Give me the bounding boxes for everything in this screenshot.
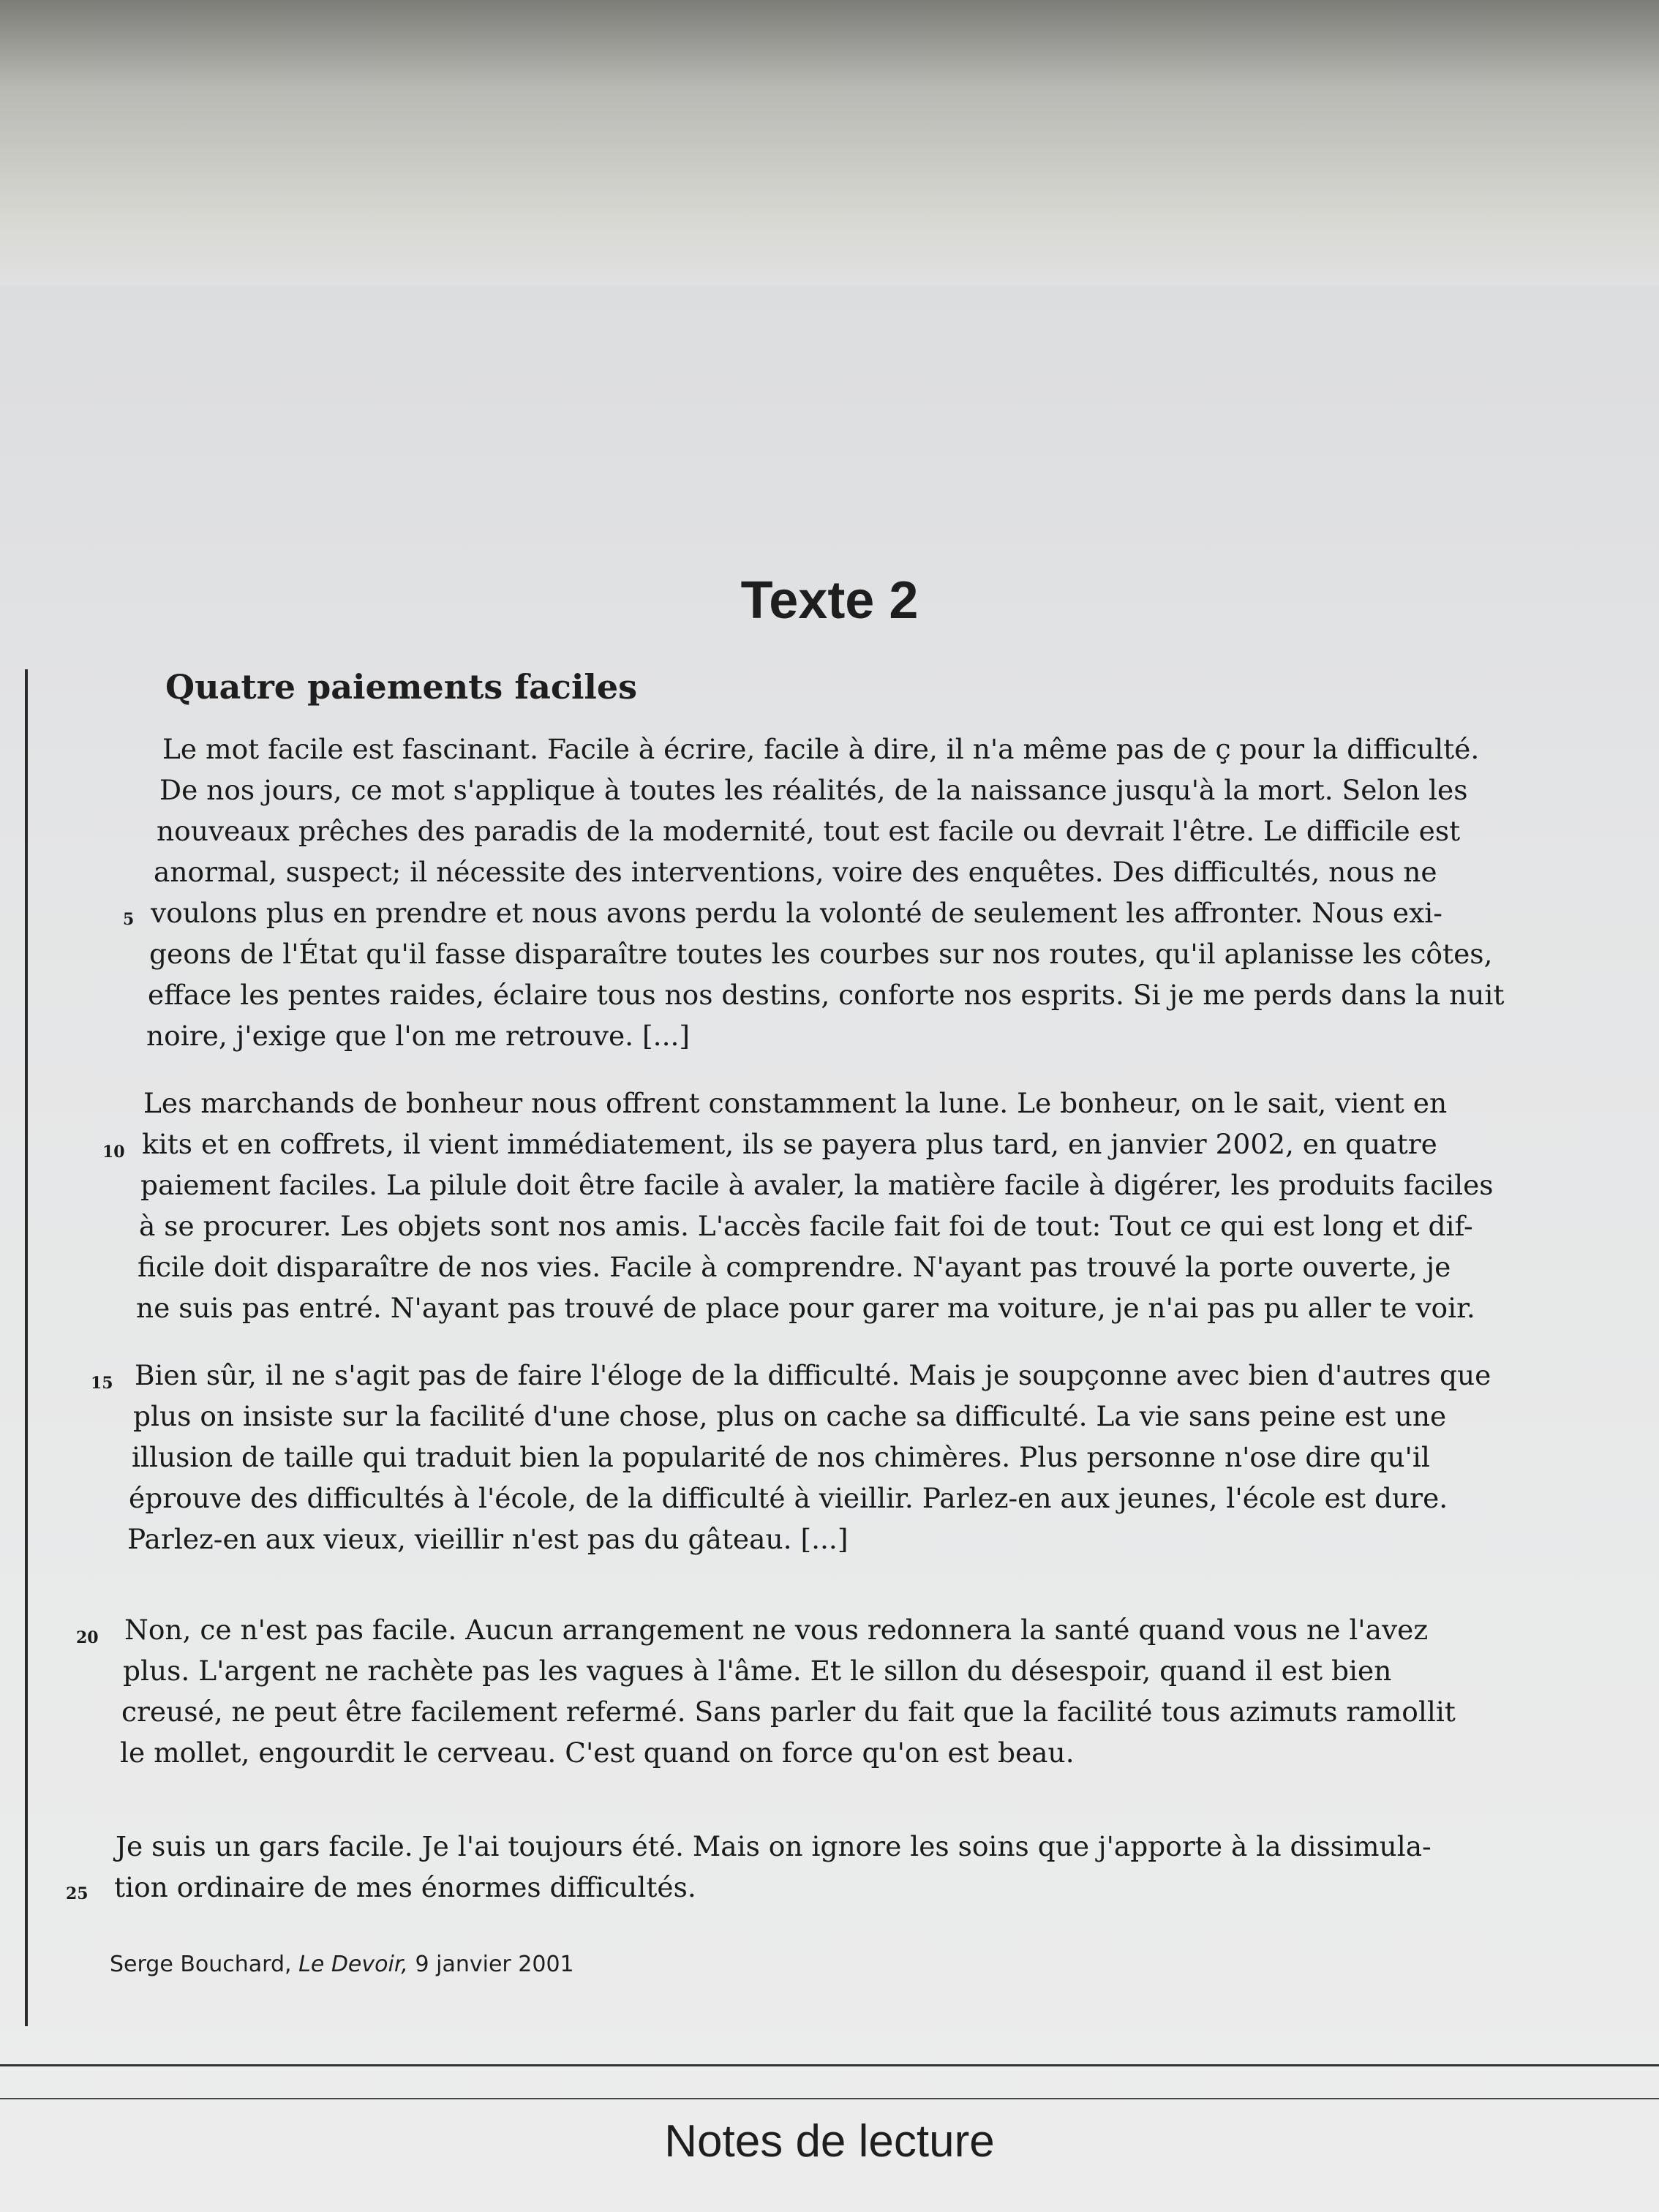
text-line: noire, j'exige que l'on me retrouve. [...] bbox=[146, 1020, 691, 1052]
line-number: 15 bbox=[91, 1374, 113, 1393]
text-line: Les marchands de bonheur nous offrent constamment la lune. Le bonheur, on le sait, vient en bbox=[143, 1087, 1448, 1119]
text-line: De nos jours, ce mot s'applique à toutes les réalités, de la naissance jusqu'à la mort. Selon les bbox=[159, 774, 1468, 806]
line-number: 25 bbox=[66, 1884, 89, 1903]
article-title: Quatre paiements faciles bbox=[165, 667, 638, 707]
divider bbox=[0, 2098, 1659, 2099]
text-line: Bien sûr, il ne s'agit pas de faire l'éloge de la difficulté. Mais je soupçonne avec bien d'autres que bbox=[135, 1359, 1491, 1391]
text-line: kits et en coffrets, il vient immédiatement, ils se payera plus tard, en janvier 2002, en quatre bbox=[142, 1128, 1437, 1160]
divider bbox=[0, 2064, 1659, 2066]
text-line: nouveaux prêches des paradis de la modernité, tout est facile ou devrait l'être. Le difficile est bbox=[157, 815, 1461, 847]
text-line: plus on insiste sur la facilité d'une chose, plus on cache sa difficulté. La vie sans peine est une bbox=[133, 1400, 1447, 1432]
source-publication: Le Devoir, bbox=[298, 1952, 408, 1977]
text-line: Parlez-en aux vieux, vieillir n'est pas du gâteau. [...] bbox=[127, 1523, 849, 1555]
text-line: Non, ce n'est pas facile. Aucun arrangement ne vous redonnera la santé quand vous ne l'avez bbox=[124, 1614, 1429, 1646]
line-number: 10 bbox=[102, 1143, 125, 1162]
text-line: efface les pentes raides, éclaire tous nos destins, conforte nos esprits. Si je me perds dans la nuit bbox=[148, 979, 1505, 1011]
text-line: geons de l'État qu'il fasse disparaître toutes les courbes sur nos routes, qu'il aplanisse les côtes, bbox=[149, 938, 1493, 970]
text-line: paiement faciles. La pilule doit être facile à avaler, la matière facile à digérer, les produits faciles bbox=[140, 1169, 1494, 1201]
source-author: Serge Bouchard, bbox=[110, 1952, 292, 1977]
text-line: illusion de taille qui traduit bien la popularité de nos chimères. Plus personne n'ose dire qu'il bbox=[132, 1441, 1430, 1473]
text-line: anormal, suspect; il nécessite des interventions, voire des enquêtes. Des difficultés, nous ne bbox=[154, 856, 1437, 888]
text-line: voulons plus en prendre et nous avons perdu la volonté de seulement les affronter. Nous exi- bbox=[151, 897, 1442, 929]
text-line: à se procurer. Les objets sont nos amis. L'accès facile fait foi de tout: Tout ce qui est long et dif- bbox=[139, 1210, 1473, 1242]
notes-heading: Notes de lecture bbox=[664, 2116, 995, 2167]
source-date: 9 janvier 2001 bbox=[415, 1952, 574, 1977]
text-line: le mollet, engourdit le cerveau. C'est quand on force qu'on est beau. bbox=[120, 1737, 1075, 1769]
margin-rule bbox=[25, 669, 28, 2026]
source-citation bbox=[110, 1952, 574, 1977]
text-line: Je suis un gars facile. Je l'ai toujours été. Mais on ignore les soins que j'apporte à la dissimula- bbox=[116, 1830, 1432, 1862]
line-number: 20 bbox=[76, 1628, 99, 1647]
text-line: tion ordinaire de mes énormes difficultés. bbox=[114, 1871, 696, 1903]
text-line: éprouve des difficultés à l'école, de la difficulté à vieillir. Parlez-en aux jeunes, l'école est dure. bbox=[129, 1482, 1448, 1514]
page-title: Texte 2 bbox=[740, 571, 919, 630]
text-line: plus. L'argent ne rachète pas les vagues à l'âme. Et le sillon du désespoir, quand il est bien bbox=[123, 1655, 1392, 1687]
text-line: ne suis pas entré. N'ayant pas trouvé de place pour garer ma voiture, je n'ai pas pu aller te voir. bbox=[136, 1292, 1475, 1324]
text-line: ficile doit disparaître de nos vies. Facile à comprendre. N'ayant pas trouvé la porte ouverte, je bbox=[138, 1251, 1451, 1283]
line-number: 5 bbox=[123, 910, 135, 929]
text-line: Le mot facile est fascinant. Facile à écrire, facile à dire, il n'a même pas de ç pour la difficulté. bbox=[162, 733, 1480, 765]
text-line: creusé, ne peut être facilement refermé. Sans parler du fait que la facilité tous azimuts ramollit bbox=[121, 1696, 1456, 1728]
